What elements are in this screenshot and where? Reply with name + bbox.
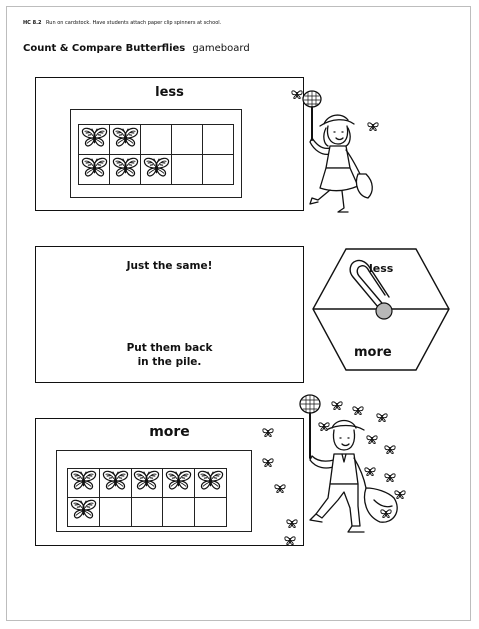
more-panel xyxy=(35,418,304,546)
butterfly-icon xyxy=(286,518,298,528)
frame-cell xyxy=(79,125,110,155)
frame-cell xyxy=(203,125,234,155)
butterfly-icon xyxy=(197,470,224,492)
butterfly-icon xyxy=(70,499,97,521)
butterfly-icon xyxy=(262,457,274,467)
paper-clip-icon xyxy=(339,257,409,327)
butterfly-icon xyxy=(364,466,376,476)
spinner[interactable] xyxy=(311,247,451,372)
frame-cell xyxy=(141,155,172,185)
page-title-sub: gameboard xyxy=(192,43,250,54)
frame-cell xyxy=(172,125,203,155)
frame-cell xyxy=(163,469,195,498)
less-inner-box xyxy=(70,109,242,198)
same-line2b: in the pile. xyxy=(137,356,202,368)
less-panel-label: less xyxy=(155,85,184,100)
butterfly-icon xyxy=(102,470,129,492)
frame-cell xyxy=(163,498,195,527)
more-inner-box xyxy=(56,450,252,532)
frame-cell xyxy=(203,155,234,185)
frame-cell xyxy=(131,469,163,498)
frame-cell xyxy=(110,125,141,155)
spinner-top-label: less xyxy=(369,262,394,275)
frame-cell xyxy=(195,498,227,527)
butterfly-icon xyxy=(366,434,378,444)
butterfly-icon xyxy=(165,470,192,492)
butterfly-icon xyxy=(367,121,379,131)
more-panel-label: more xyxy=(149,424,190,440)
butterfly-icon xyxy=(376,412,388,422)
header-code: HC 8.2 xyxy=(23,20,42,26)
frame-cell xyxy=(141,125,172,155)
butterfly-icon xyxy=(133,470,160,492)
less-panel xyxy=(35,77,304,211)
butterfly-icon xyxy=(352,405,364,415)
butterfly-icon xyxy=(384,444,396,454)
butterfly-icon xyxy=(291,89,303,99)
butterfly-icon xyxy=(331,400,343,410)
less-ten-frame xyxy=(78,124,234,185)
frame-cell xyxy=(99,498,131,527)
more-ten-frame xyxy=(67,468,227,527)
butterfly-icon xyxy=(380,508,392,518)
explorer-girl-icon xyxy=(282,88,382,218)
frame-cell xyxy=(110,155,141,185)
butterfly-icon xyxy=(384,472,396,482)
butterfly-icon xyxy=(318,421,330,431)
frame-cell xyxy=(68,498,100,527)
butterfly-icon xyxy=(262,427,274,437)
frame-cell xyxy=(195,469,227,498)
same-line1: Just the same! xyxy=(126,260,213,272)
frame-cell xyxy=(79,155,110,185)
butterfly-icon xyxy=(112,157,139,179)
page-title xyxy=(23,43,250,55)
same-line2a: Put them back xyxy=(126,342,213,354)
spinner-bottom-label: more xyxy=(354,345,392,360)
butterfly-icon xyxy=(274,483,286,493)
butterfly-icon xyxy=(143,157,170,179)
header-note xyxy=(23,20,221,26)
butterfly-icon xyxy=(394,489,406,499)
butterfly-icon xyxy=(81,127,108,149)
frame-cell xyxy=(131,498,163,527)
frame-cell xyxy=(172,155,203,185)
header-instruction: Run on cardstock. Have students attach paper clip spinners at school. xyxy=(46,20,222,26)
frame-cell xyxy=(68,469,100,498)
same-panel xyxy=(35,246,304,383)
butterfly-icon xyxy=(70,470,97,492)
butterfly-icon xyxy=(284,535,296,545)
page-title-main: Count & Compare Butterflies xyxy=(23,43,186,54)
butterfly-icon xyxy=(81,157,108,179)
butterfly-icon xyxy=(112,127,139,149)
frame-cell xyxy=(99,469,131,498)
